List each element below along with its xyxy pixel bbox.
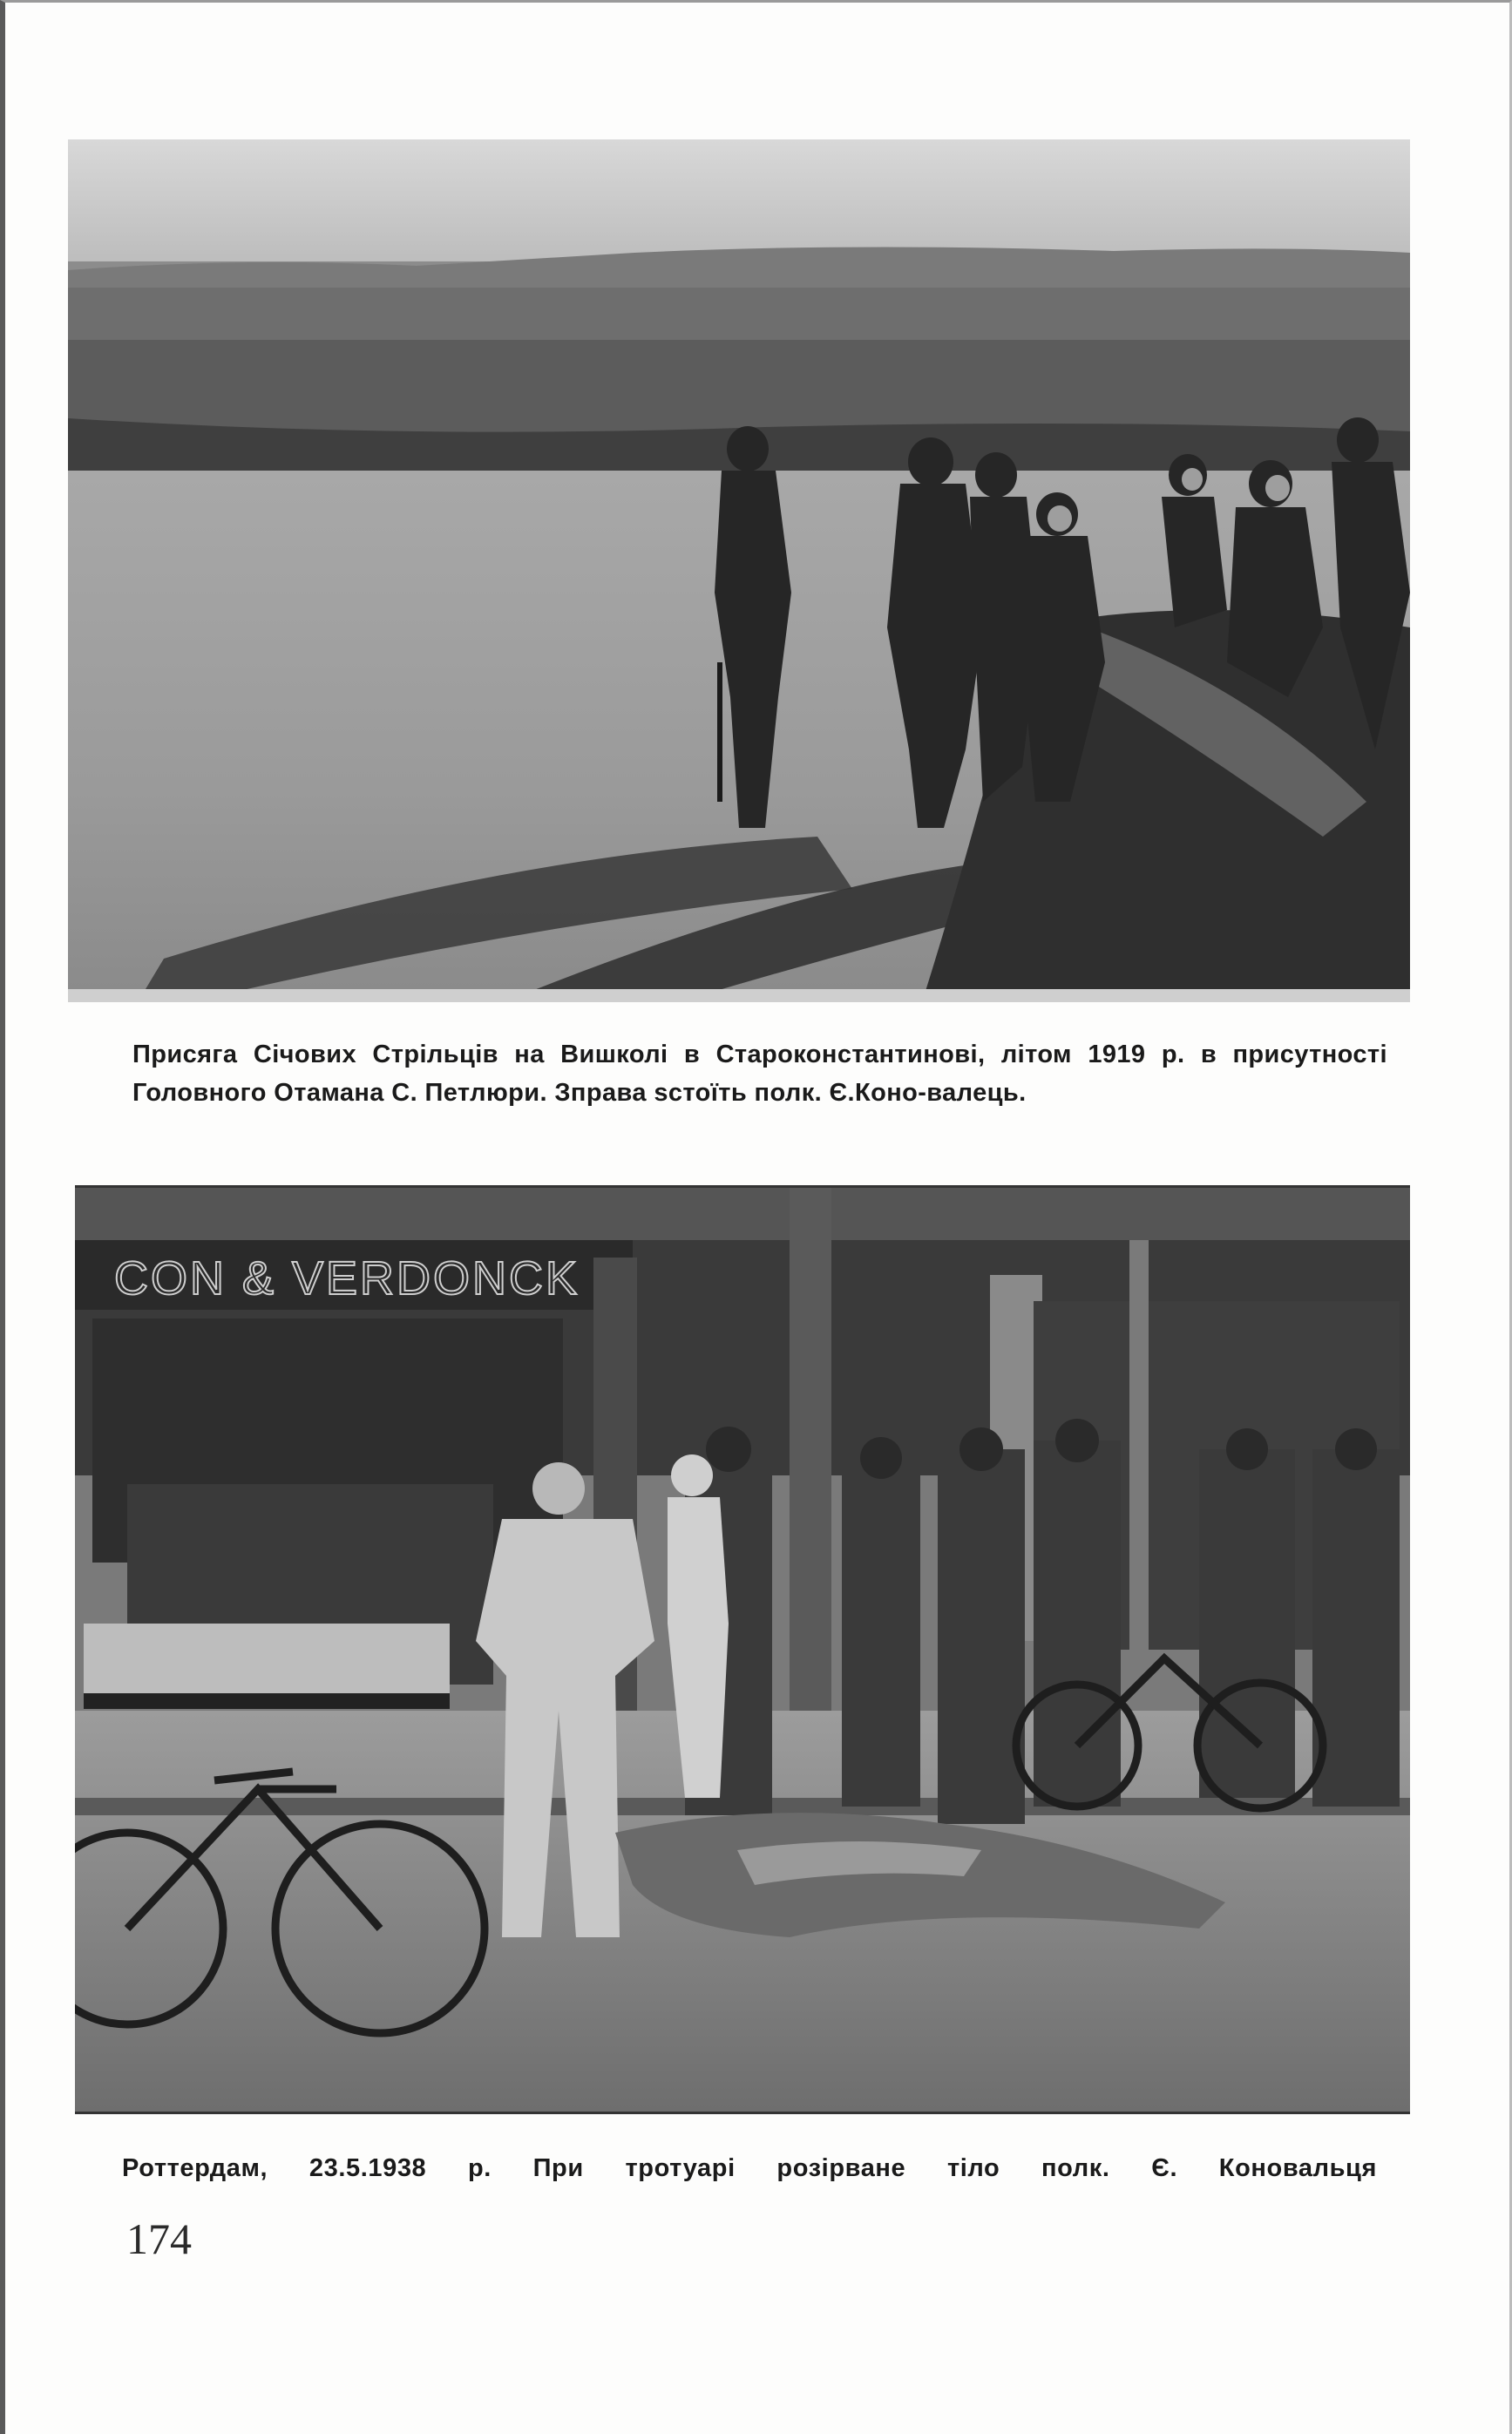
caption-top: Присяга Січових Стрільців на Вишколі в Староконстантинові, літом 1919 р. в присутності Головного Отамана С. Петлюри. Зправа sстоїть полк. Є.Коно-валець. [132,1041,1387,1107]
photo-rotterdam-street [75,1185,1410,2114]
shop-sign-text: CON & VERDONCK [114,1252,580,1305]
page-number: 174 [126,2214,192,2263]
caption-bottom: Роттердам, 23.5.1938 р. При тротуарі розірване тіло полк. Є. Коновальця [122,2154,1377,2182]
photo-oath-ceremony [68,139,1410,1002]
